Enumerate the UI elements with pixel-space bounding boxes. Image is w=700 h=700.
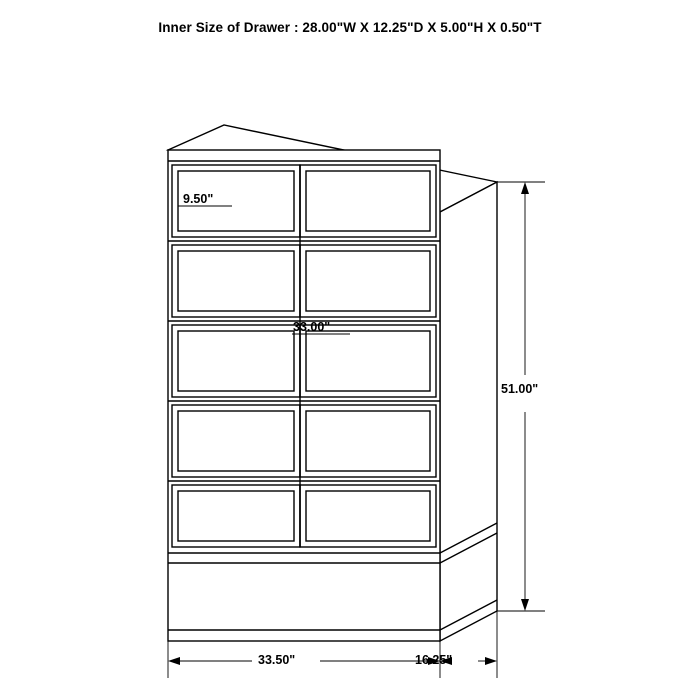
dimension-label-drawer-height: 9.50" — [183, 192, 214, 206]
arrow-height-bottom — [521, 599, 529, 611]
dimension-label-drawer-width: 33.00" — [293, 320, 331, 334]
dimension-label-total-height: 51.00" — [501, 382, 539, 396]
chest-front-face — [168, 150, 440, 641]
arrow-width-left — [168, 657, 180, 665]
page-title: Inner Size of Drawer : 28.00"W X 12.25"D X 5.00"H X 0.50"T — [158, 20, 542, 35]
dimension-label-total-width: 33.50" — [258, 653, 296, 667]
arrow-height-top — [521, 182, 529, 194]
arrow-depth-right — [485, 657, 497, 665]
dimension-label-total-depth: 16.25" — [415, 653, 453, 667]
chest-right-side-panel — [440, 182, 497, 641]
